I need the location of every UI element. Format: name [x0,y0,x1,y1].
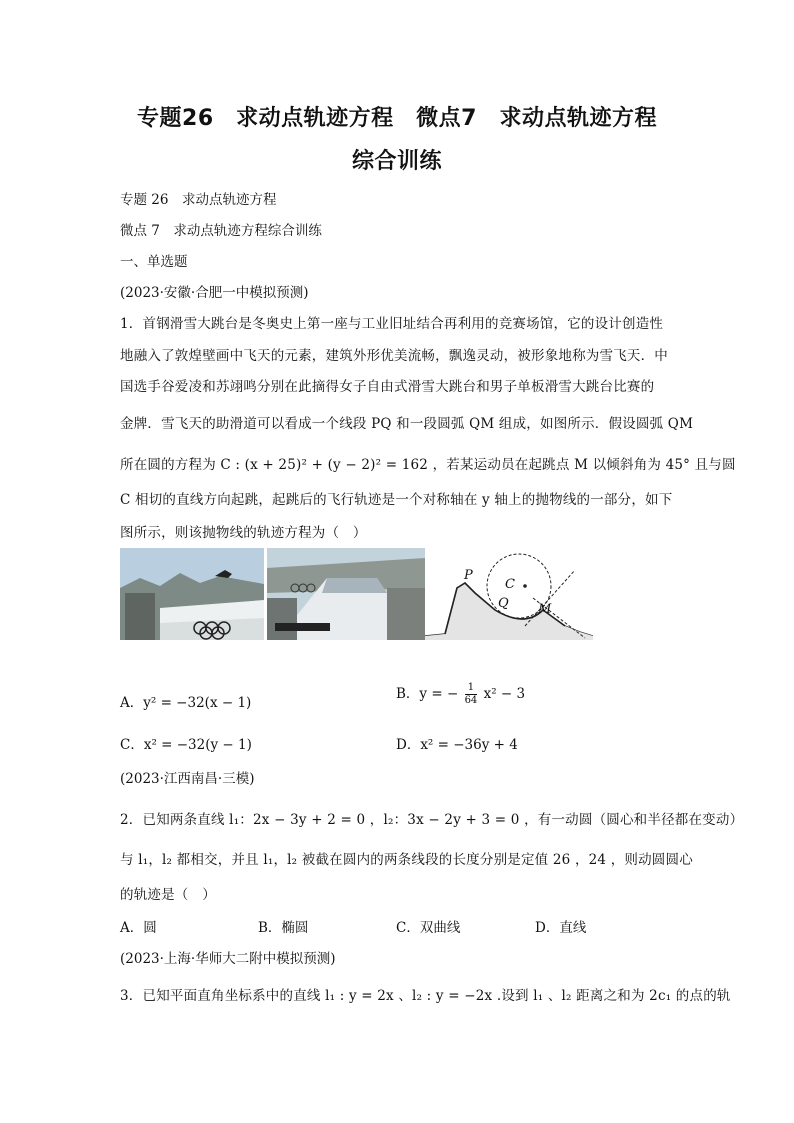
q1-text-line: 图所示，则该抛物线的轨迹方程为（ ） [120,525,367,541]
trajectory-diagram [425,548,595,640]
q1-option-b-numerator: 1 [465,682,478,695]
q2-option-b[interactable]: B．椭圆 [258,920,309,936]
label-M: M [538,602,552,617]
q1-text-line: 所在圆的方程为 C : (x + 25)² + (y − 2)² = 162 ，若某运动员在起跳点 M 以倾斜角为 45° 且与圆 [120,457,736,473]
q2-text-line: 的轨迹是（ ） [120,887,216,903]
q1-source: (2023·安徽·合肥一中模拟预测) [120,285,309,301]
q1-text-line: C 相切的直线方向起跳，起跳后的飞行轨迹是一个对称轴在 y 轴上的抛物线的一部分，如下 [120,492,673,508]
q1-option-b[interactable] [396,682,525,707]
q1-text-line: 国选手谷爱凌和苏翊鸣分别在此摘得女子自由式滑雪大跳台和男子单板滑雪大跳台比赛的 [120,379,655,395]
q2-option-a[interactable]: A．圆 [120,920,157,936]
q1-option-a[interactable]: A．y² = −32(x − 1) [120,695,252,711]
q1-option-b-fraction [465,682,478,707]
section-heading: 一、单选题 [120,254,188,270]
ski-jump-photo-1 [120,548,264,640]
q1-option-b-prefix: B．y = − [396,686,459,702]
q2-text-line: 与 l₁，l₂ 都相交，并且 l₁，l₂ 被截在圆内的两条线段的长度分别是定值 26 ，24 ，则动圆圆心 [120,852,693,868]
q1-text-line: 地融入了敦煌壁画中飞天的元素，建筑外形优美流畅，飘逸灵动，被形象地称为雪飞天．中 [120,348,668,364]
label-C: C [505,577,515,592]
ski-jump-photo-2 [267,548,425,640]
q2-source: (2023·江西南昌·三模) [120,771,255,787]
label-Q: Q [498,596,509,611]
q1-option-d[interactable]: D．x² = −36y + 4 [396,737,518,753]
q1-text-line: 金牌．雪飞天的助滑道可以看成一个线段 PQ 和一段圆弧 QM 组成，如图所示．假设圆弧 QM [120,416,694,432]
q1-option-c[interactable]: C．x² = −32(y − 1) [120,737,252,753]
page-title-line-1: 专题26 求动点轨迹方程 微点7 求动点轨迹方程 [137,106,657,131]
q3-source: (2023·上海·华师大二附中模拟预测) [120,951,336,967]
q3-text-line: 3．已知平面直角坐标系中的直线 l₁ : y = 2x 、l₂ : y = −2x .设到 l₁ 、l₂ 距离之和为 2c₁ 的点的轨 [120,988,731,1004]
q2-option-d[interactable]: D．直线 [535,920,587,936]
topic-heading: 专题 26 求动点轨迹方程 [120,192,277,208]
q1-text-line: 1．首钢滑雪大跳台是冬奥史上第一座与工业旧址结合再利用的竞赛场馆，它的设计创造性 [120,316,664,332]
q1-option-b-suffix: x² − 3 [483,686,526,702]
q2-text-line: 2．已知两条直线 l₁：2x − 3y + 2 = 0 ，l₂：3x − 2y + 3 = 0 ，有一动圆（圆心和半径都在变动） [120,812,744,828]
page-title-line-2: 综合训练 [351,149,442,174]
q1-option-b-denominator: 64 [464,695,478,706]
q2-option-c[interactable]: C．双曲线 [396,920,461,936]
subtopic-heading: 微点 7 求动点轨迹方程综合训练 [120,223,322,239]
label-P: P [464,568,473,583]
